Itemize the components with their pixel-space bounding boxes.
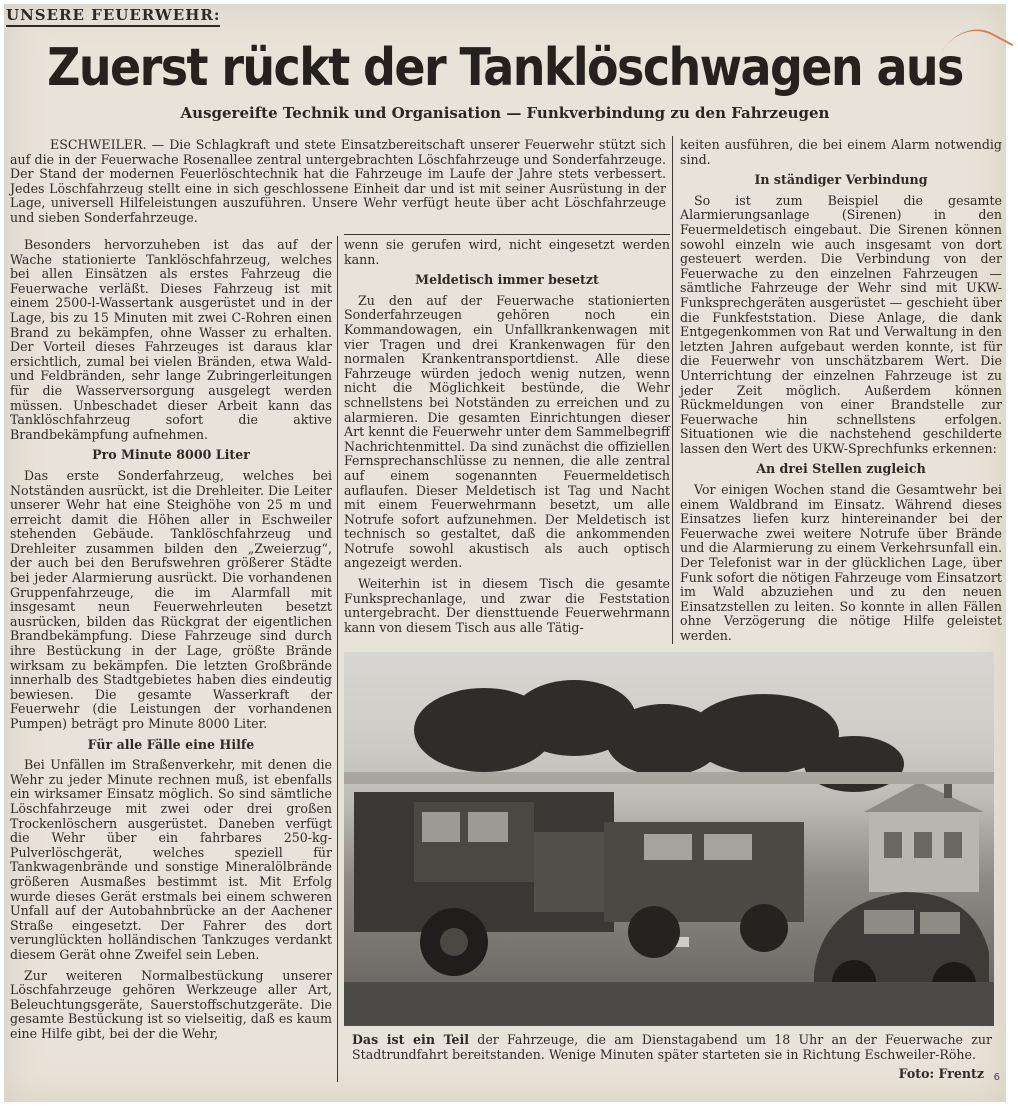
col3-paragraph-3: Vor einigen Wochen stand die Gesamtwehr bei einem Waldbrand im Einsatz. Während dieses Einsatzes liefen kurz hintereinander bei der Feuerwache zwei weitere Notrufe über Brände und die Alarmierung zu einem Verkehrsunfall ein. Der Telefonist war in der glücklichen Lage, über Funk sofort die nötigen Fahrzeuge vom Einsatzort im Wald abzuziehen und zu den neuen Einsatzstellen zu leiten. So konnte in allen Fällen ohne Verzögerung die nötige Hilfe geleistet werden. — [680, 482, 1002, 643]
intro-rule — [344, 234, 670, 235]
caption-text: der Fahrzeuge, die am Dienstagabend um 18 Uhr an der Feuerwache zur Stadtrundfahrt bereitstanden. Wenige Minuten später starteten sie in Richtung Eschweiler-Röhe. — [352, 1032, 992, 1062]
headline: Zuerst rückt der Tanklöschwagen aus — [47, 36, 963, 98]
col2-paragraph-3: Weiterhin ist in diesem Tisch die gesamte Funksprechanlage, und zwar die Feststation untergebracht. Der diensttuende Feuerwehrmann kann von diesem Tisch aus alle Tätig- — [344, 576, 670, 635]
col1-heading-2: Für alle Fälle eine Hilfe — [87, 736, 255, 752]
col2-paragraph-1: wenn sie gerufen wird, nicht eingesetzt werden kann. — [344, 237, 670, 267]
column-rule-right — [672, 136, 673, 644]
photo-caption — [352, 1033, 992, 1062]
col3-heading-2: An drei Stellen zugleich — [756, 461, 926, 477]
column-3 — [680, 138, 1002, 650]
page-marker: 6 — [993, 1072, 1000, 1083]
intro-paragraph — [10, 138, 666, 232]
col1-paragraph-1: Besonders hervorzuheben ist das auf der Wache stationierte Tanklöschfahrzeug, welches bei allen Einsätzen als erstes Fahrzeug die Feuerwache verläßt. Dieses Fahrzeug ist mit einem 2500-l-Wassertank ausgerüstet und in der Lage, bis zu 15 Minuten mit zwei C-Rohren einen Brand zu bekämpfen, ohne Wasser zu erhalten. Der Vorteil dieses Fahrzeuges ist daraus klar ersichtlich, zumal bei vielen Bränden, etwa Wald- und Feldbränden, sehr lange Zubringerleitungen für die Wasserversorgung ausgelegt werden müssen. Unbeschadet dieser Arbeit kann das Tanklöschfahrzeug sofort die aktive Brandbekämpfung aufnehmen. — [10, 237, 332, 442]
column-1 — [10, 238, 332, 1047]
column-rule-left — [337, 236, 338, 1082]
col1-paragraph-2: Das erste Sonderfahrzeug, welches bei Notständen ausrückt, ist die Drehleiter. Die Leiter unserer Wehr hat eine Steighöhe von 25 m und erreicht damit die Höhen aller in Eschweiler stehenden Gebäude. Tanklöschfahrzeug und Drehleiter zusammen bilden den „Zweierzug“, der auch bei den Berufswehren größerer Städte bei jeder Alarmierung ausrückt. Die vorhandenen Gruppenfahrzeuge, die im Alarmfall mit insgesamt neun Feuerwehrleuten besetzt ausrücken, bilden das Rückgrat der eigentlichen Brandbekämpfung. Diese Fahrzeuge sind durch ihre Bestückung in der Lage, größte Brände wirksam zu bekämpfen. Die letzten Großbrände innerhalb des Stadtgebietes haben dies eindeutig bewiesen. Die gesamte Wasserkraft der Feuerwehr (die Leistungen der vorhandenen Pumpen) beträgt pro Minute 8000 Liter. — [10, 467, 332, 731]
col3-heading-1: In ständiger Verbindung — [754, 172, 928, 188]
second-fire-truck — [604, 822, 804, 958]
intro-text: ESCHWEILER. — Die Schlagkraft und stete Einsatzbereitschaft unserer Feuerwehr stützt sich auf die in der Feuerwache Rosenallee zentral untergebrachten Löschfahrzeuge und Sonderfahrzeuge. Der Stand der modernen Feuerlöschtechnik hat die Fahrzeuge im Laufe der Jahre stets verbessert. Jedes Löschfahrzeug stellt eine in sich geschlossene Einheit dar und ist mit seiner Ausrüstung in der Lage, universell Hilfeleistungen auszuführen. Unsere Wehr verfügt heute über acht Löschfahrzeuge und sieben Sonderfahrzeuge. — [10, 137, 666, 225]
col1-paragraph-3: Bei Unfällen im Straßenverkehr, mit denen die Wehr zu jeder Minute rechnen muß, ist ebenfalls ein wirksamer Einsatz möglich. So sind sämtliche Löschfahrzeuge mit zwei oder drei großen Trockenlöschern ausgerüstet. Daneben verfügt die Wehr über ein fahrbares 250-kg-Pulverlöschgerät, welches speziell für Tankwagenbrände und sonstige Mineralölbrände größeren Ausmaßes bestimmt ist. Mit Erfolg wurde dieses Gerät erstmals bei einem schweren Unfall auf der Autobahnbrücke an der Aachener Straße eingesetzt. Der Fahrer des dort verunglückten holländischen Tankzuges verdankt diesem Gerät ohne Zweifel sein Leben. — [10, 757, 332, 962]
col2-heading-1: Meldetisch immer besetzt — [415, 272, 599, 288]
fire-trucks-photo — [344, 652, 994, 1026]
col1-heading-1: Pro Minute 8000 Liter — [92, 447, 250, 463]
caption-lead: Das ist ein Teil — [352, 1032, 470, 1047]
col3-paragraph-2: So ist zum Beispiel die gesamte Alarmierungsanlage (Sirenen) in den Feuermeldetisch eingebaut. Die Sirenen können sowohl einzeln wie auch insgesamt von dort gesteuert werden. Die Verbindung von der Feuerwache zu den einzelnen Fahrzeugen — sämtliche Fahrzeuge der Wehr sind mit UKW-Funksprechgeräten ausgerüstet — geschieht über die Funkfeststation. Diese Anlage, die dank Entgegenkommen von Rat und Verwaltung in den letzten Jahren aufgebaut werden konnte, ist für die Feuerwehr von unschätzbarem Wert. Die Unterrichtung der einzelnen Fahrzeuge ist zu jeder Zeit möglich. Außerdem können Rückmeldungen von einer Brandstelle zur Feuerwache hin schnellstens erfolgen. Situationen wie die nachstehend geschilderte lassen den Wert des UKW-Sprechfunks erkennen: — [680, 192, 1002, 456]
col2-paragraph-2: Zu den auf der Feuerwache stationierten Sonderfahrzeugen gehören noch ein Kommandowagen, ein Unfallkrankenwagen mit vier Tragen und drei Krankenwagen für den normalen Krankentransportdienst. Alle diese Fahrzeuge würden jedoch wenig nutzen, wenn nicht die Möglichkeit bestünde, die Wehr schnellstens bei Notständen zu erreichen und zu alarmieren. Die gesamten Einrichtungen dieser Art kennt die Feuerwehr unter dem Sammelbegriff Nachrichtenmittel. Da sind zunächst die offiziellen Fernsprechanschlüsse zu nennen, die alle zentral auf einem sogenannten Feuermeldetisch auflaufen. Dieser Meldetisch ist Tag und Nacht mit einem Feuerwehrmann besetzt, um alle Notrufe sofort aufzunehmen. Der Meldetisch ist technisch so gestaltet, daß die ankommenden Notrufe sowohl akustisch als auch optisch angezeigt werden. — [344, 292, 670, 571]
col3-paragraph-1: keiten ausführen, die bei einem Alarm notwendig sind. — [680, 137, 1002, 167]
subheadline: Ausgereifte Technik und Organisation — Funkverbindung zu den Fahrzeugen — [180, 104, 830, 122]
photo-illustration — [344, 652, 994, 1026]
fire-station-building — [864, 776, 984, 892]
photo-credit: Foto: Frentz — [898, 1066, 984, 1081]
col1-paragraph-4: Zur weiteren Normalbestückung unserer Löschfahrzeuge gehören Werkzeuge aller Art, Beleuchtungsgeräte, Sauerstoffschutzgeräte. Die gesamte Bestückung ist so vielseitig, daß es kaum eine Hilfe gibt, bei der die Wehr, — [10, 967, 332, 1041]
section-tag: UNSERE FEUERWEHR: — [6, 6, 220, 27]
column-2 — [344, 238, 670, 641]
